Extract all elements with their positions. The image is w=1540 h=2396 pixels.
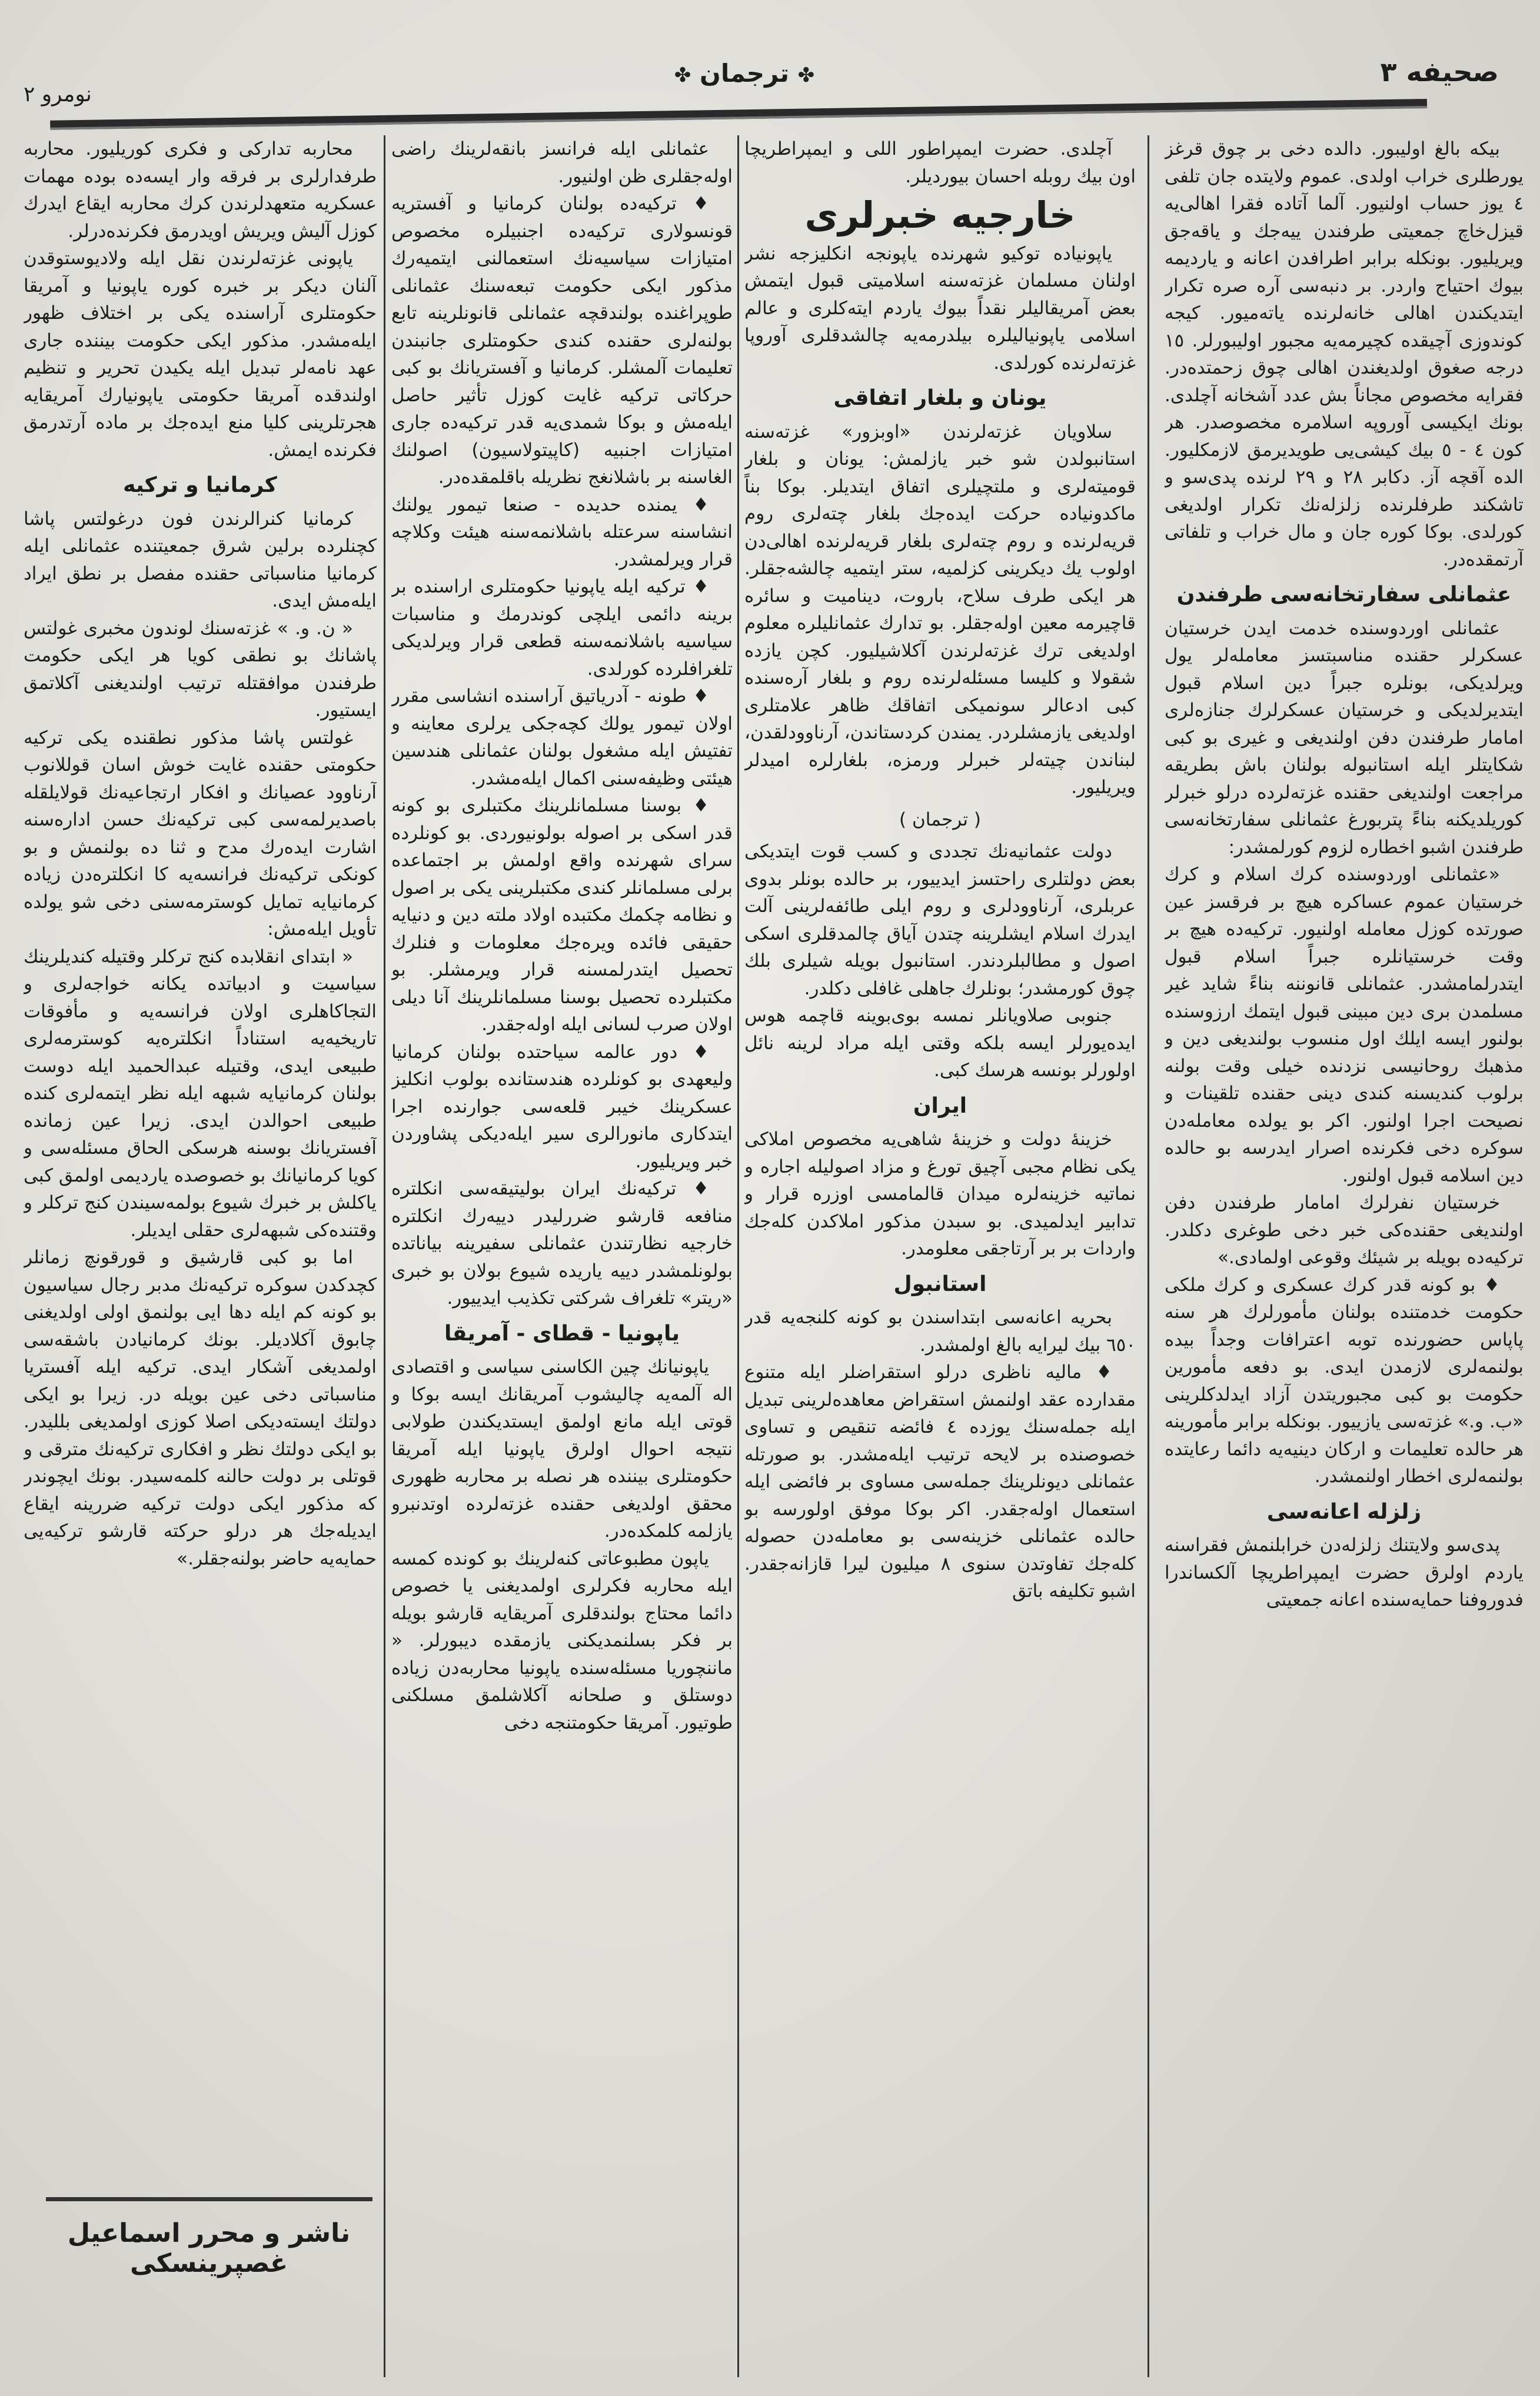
article-heading: استانبول xyxy=(893,1272,987,1296)
ornament-icon: ✤ xyxy=(674,64,691,87)
ornament-icon: ✤ xyxy=(797,64,815,87)
article-paragraph: « ابتدای انقلابده کنج ترکلر وقتیله کندیلرینك سیاسیت و ادبیاتده یکانه خواجه‌لری و التجاکاهلری اولان فرانسه‌یه و مأفوقات تاریخیه‌یه استناداً انکلتره‌یه کوسترمه‌لری طبیعی ایدی، وقتیله عبدالحمید ایله دوست بولنان کرمانیایه شبهه ایله نظر ایتمه‌لری کنده طبیعی احوالدن ایدی. زیرا عین زمانده آفستریانك بوسنه هرسکی الحاق مسئله‌سی و کویا کرمانیانك بو خصوصده یاردیمی اولمق کبی یاکلش بر خبرك شیوع بولمه‌سیندن کنج ترکلر و وقتنده‌کی شبهه‌لری حقلی ایدیلر. xyxy=(24,946,377,1241)
column-divider xyxy=(737,135,739,2377)
article-heading: ایران xyxy=(913,1093,967,1118)
article-paragraph: یاپونی غزته‌لرندن نقل ایله ولادیوستوقدن آلنان دیکر بر خبره کوره یاپونیا و آمریقا حکومتلری آراسنده یکی بر اختلاف ظهور ایله‌مشدر. مذکور ایکی حکومت بیننده جاری عهد نامه‌لر تبدیل ایله یکیدن تحریر و تنظیم اولندقده آمریقا حکومتی یاپونیارك آمریقایه هجرتلرینی کلیا منع ایده‌جك بر ماده آرتدرمق فکرنده ایمش. xyxy=(24,248,377,461)
article-paragraph: ♦ ترکیه‌ده بولنان کرمانیا و آفستریه قونسولاری ترکیه‌ده اجنبیلره مخصوص امتیازات سیاسیه‌نك استعمالنی ایتمیه‌رك مذکور ایکی حکومت تبعه‌سنك عثمانلی طوپراغنده بولندقچه عثمانلی قانونلرینه تابع بولنه‌لری حقنده کندی حکومتلری جانبندن تعلیمات آلمشلر. کرمانیا و آفستریانك بو کبی حرکاتی ترکیه غایت کوزل تأثیر حاصل ایله‌مش و بوکا شمدی‌یه قدر ترکیه‌ده جاری امتیازات اجنبیه (کاپیتولاسیون) اصولنك الغاسنه بر باشلانغج نظریله باقلمقده‌در. xyxy=(391,193,733,488)
article-paragraph: کرمانیا کنرالرندن فون درغولتس پاشا کچنلرده برلین شرق جمعیتنده عثمانلی ایله کرمانیا مناسباتی حقنده مفصل بر نطق ایراد ایله‌مش ایدی. xyxy=(24,508,377,611)
article-paragraph: اما بو کبی قارشیق و قورقونچ زمانلر کچدکدن سوکره ترکیه‌نك مدبر رجال سیاسیون بو کونه کم ایله دها ایی بولنمق اولی اولدیغنی چابوق آکلادیلر. بونك کرمانیادن باشقه‌سی اولمدیغی آشکار ایدی. ترکیه ایله آفستریا مناسباتی دخی عین بویله در. زیرا بو ایکی دولتك ایسته‌دیکی اصلا کوزی اولمدیغی بللیدر. بو ایکی دولتك نظر و افکاری ترکیه‌نك مترقی و قوتلی بر دولت حالنه کلمه‌سیدر. بونك ایچوندر که مذکور ایکی دولت ترکیه ضررینه ایقاع ایدیله‌جك هر درلو حرکته قارشو ترکیه‌یی حمایه‌یه حاضر بولنه‌جقلر.» xyxy=(24,1247,377,1569)
section-heading: خارجیه خبرلری xyxy=(804,194,1076,237)
article-paragraph: ♦ مالیه ناظری درلو استقراضلر ایله متنوع مقدارده عقد اولنمش استقراض معاهده‌لرینی تبدیل ایله جمله‌سنك یوزده ٤ فائضه تنقیص و تساوی خصوصنده بر لایحه ترتیب ایله‌مشدر. بو صورتله عثمانلی دیونلرینك جمله‌سی مساوی بر فائضی ایله استعمال اوله‌جقدر. اکر بوکا موفق اولورسه بو حالده عثمانلی خزینه‌سی بو معامله‌دن حصوله کله‌جك تفاوتدن سنوی ٨ میلیون لیرا قازانه‌جقدر. اشبو تکلیفه باتق xyxy=(744,1362,1136,1602)
article-paragraph: ♦ یمنده حدیده - صنعا تیمور یولنك انشاسنه سرعتله باشلانمه‌سنه هیئت وکلاچه قرار ویرلمشدر. xyxy=(391,494,733,570)
article-paragraph: ♦ ترکیه ایله یاپونیا حکومتلری اراسنده بر برینه دائمی ایلچی کوندرمك و مناسبات سیاسیه باشلانمه‌سنه قطعی قرار ویرلدیکی تلغرافلرده کورلدی. xyxy=(391,576,733,680)
column-divider xyxy=(384,135,385,2377)
article-paragraph: پدی‌سو ولایتنك زلزله‌دن خرابلنمش فقراسنه یاردم اولرق حضرت ایمپراطریچا آلکساندرا فدوروفنا حمایه‌سنده اعانه جمعیتی xyxy=(1165,1535,1524,1610)
article-paragraph: یاپون مطبوعاتی کنه‌لرینك بو کونده کمسه ایله محاربه فکرلری اولمدیغنی یا خصوص دائما محتاج بولندقلری آمریقایه قارشو بویله بر فکر بسلنمدیکنی یازمقده دیبورلر. « ماننچوریا مسئله‌سنده یاپونیا محاربه‌دن زیاده دوستلق و صلحانه آکلاشلمق مسلکنی طوتیور. آمریقا حکومتنجه دخی xyxy=(391,1548,733,1733)
article-heading: کرمانیا و ترکیه xyxy=(123,473,277,497)
publisher-line: ناشر و محرر اسماعیل غصپرینسکی xyxy=(67,2218,351,2278)
article-paragraph: ♦ ترکیه‌نك ایران بولیتیقه‌سی انکلتره منافعه قارشو ضررلیدر دییه‌رك انکلتره خارجیه نظارتندن عثمانلی سفیرینه بیاناتده بولونلمشدر دییه یاریده شیوع بولان بو خبری «ریتر» تلغراف شرکتی تکذیب ایدییور. xyxy=(391,1178,733,1309)
article-paragraph: غولتس پاشا مذکور نطقنده یکی ترکیه حکومتی حقنده غایت خوش اسان قوللانوب آرناوود عصیانك و افکار ارتجاعیه‌نك قولایلقله باصدیرلمه‌سی کبی ترکیه‌نك حسن اداره‌سنه اشارت ایده‌رك مدح و ثنا ده بولنمش و بو کونکی ترکیه‌نك فرانسه‌یه کا انکلتره‌دن زیاده کرمانیایه تمایل کوسترمه‌سنی دخی شو یولده تأویل ایله‌مش: xyxy=(24,727,377,940)
column-4 xyxy=(24,135,377,2165)
column-1 xyxy=(1165,135,1524,2383)
article-paragraph: دولت عثمانیه‌نك تجددی و کسب قوت ایتدیکی بعض دولتلری راحتسز ایدییور، بر حالده بونلر بدوی عربلری، آرناوودلری و روم ایلی طائفه‌لرینی آلت ایدرك اسلام ایشلرینه چتدن آیاق چالمدقلری اسکی اصول و مطالبلردندر. استانبول بویله شیلری بلك چوق کورمشدر؛ بونلرك جاهلی غافلی دکلدر. xyxy=(744,841,1136,999)
masthead xyxy=(0,0,1540,135)
article-paragraph: خرستیان نفرلرك امامار طرفندن دفن اولندیغی حقنده‌کی خبر دخی طوغری دکلدر. ترکیه‌ده بویله بر شیئك وقوعی اولمادی.» xyxy=(1165,1192,1524,1268)
article-paragraph: ♦ بو کونه قدر کرك عسکری و کرك ملکی حکومت خدمتنده بولنان مأمورلرك هر سنه پاپاس حضورنده توبه اعترافات وجداً بیده بولنمه‌لری لازمدن ایدی. بو دفعه مأمورین حکومت بو کبی مجبوریتدن آزاد ایدلدکلرینی «ب. و.» غزته‌سی یازییور. بونکله برابر مأمورینه هر حالده تعلیمات و ارکان دینیه‌یه دائما رعایتده بولنمه‌لری اخطار اولنمشدر. xyxy=(1165,1274,1524,1487)
article-paragraph: « ن. و. » غزته‌سنك لوندون مخبری غولتس پاشانك بو نطقی کویا هر ایکی حکومت طرفندن موافقتله ترتیب اولندیغنی آکلاتمق ایستیور. xyxy=(24,617,377,721)
header-rule xyxy=(50,99,1427,130)
issue-number: نومرو ٢ xyxy=(24,82,92,107)
article-paragraph: جنوبی صلاویانلر نمسه بوی‌بوینه‌ قاچمه هوس ایده‌یورلر ایسه بلکه وقتی ایله مراد لرینه نائل اولورلر بونسه هرسك کبی. xyxy=(744,1005,1136,1081)
column-divider xyxy=(1147,135,1149,2377)
article-paragraph: عثمانلی اوردوسنده خدمت ایدن خرستیان عسکرلر حقنده مناسبتسز معامله‌لر یول ویرلدیکی، بونلره جبراً دین اسلام قبول ایتدیرلدیکی و خرستیان عسکرلرك جنازه‌لری امامار طرفندن دفن اولندیغی و غیری بو کبی شکایتلر ایله استانبوله بولنان باش بطریقه مراجعت اولندیغی حقنده غزته‌لرده درلو خبرلر کوریلدیکنه بناءً پتربورغ عثمانلی سفارتخانه‌سی طرفندن اشبو اخطاره لزوم کورلمشدر: xyxy=(1165,617,1524,858)
article-paragraph: ♦ طونه - آدریاتیق آراسنده انشاسی مقرر اولان تیمور یولك کچه‌جکی یرلری معاینه و تفتیش ایله مشغول بولنان عثمانلی هندسین هیئتی وظیفه‌سنی اکمال ایله‌مشدر. xyxy=(391,685,733,789)
article-heading: زلزله اعانه‌سی xyxy=(1266,1499,1422,1524)
article-paragraph: خزینهٔ دولت و خزینهٔ شاهی‌یه مخصوص املاکی یکی نظام مجبی آچیق تورغ و مزاد اصولیله اجاره و نماتیه خزینه‌لره میدان قالمامسی اوزره قرار و تدابیر ایدلمیدی. بو سبدن مذکور املاکدن کله‌جك واردات بر بر آرتاجقی معلومدر. xyxy=(744,1129,1136,1259)
article-heading: یونان و بلغار اتفاقی xyxy=(833,386,1047,410)
column-2 xyxy=(744,135,1136,2383)
newspaper-title xyxy=(671,59,818,88)
page-number: صحیفه ٣ xyxy=(1380,56,1499,88)
article-paragraph: «عثمانلی اوردوسنده کرك اسلام و کرك خرستیان عموم عساکره هیچ بر فرقسز عین صورتده کوزل معامله اولنیور. ترکیه‌ده هیچ بر وقت خرستیانلره جبراً اسلام قبول ایتدرلمامشدر. عثمانلی قانوننه بناءً شاید غیر مسلمدن بری دین مبینی قبول ایتمك ارزوسنده بولنور ایسه ایلك اول منسوب بولندیغی دین و مذهبك روحانیسی نزدنده خیلی وقت بولنه برلوب کندیسنه کندی دینی حقنده تلقینات و نصیحت اجرا اولنور. اکر بو یولده معامله‌دن سوکره دخی فکرنده اصرار ایدرسه بو حالده دین اسلامه قبول اولنور. xyxy=(1165,864,1524,1186)
newspaper-title-text: ترجمان xyxy=(700,59,789,88)
article-heading: یاپونیا - قطای - آمریقا xyxy=(444,1321,680,1346)
article-paragraph: ♦ دور عالمه سیاحتده بولنان کرمانیا ولیعهدی بو کونلرده هندستانده بولوب انکلیز عسکرینك خیبر قلعه‌سی جوارنده اجرا ایتدکاری مانورالری سیر ایله‌دیکی پشاوردن خبر ویریلیور. xyxy=(391,1041,733,1172)
footer-rule xyxy=(46,2197,372,2201)
article-paragraph: سلاویان غزته‌لرندن «اوبزور» غزته‌سنه استانبولدن شو خبر یازلمش: یونان و بلغار قومیته‌لری و ملتچیلری اتفاق ایتدیلر. بوکا بناً ماکدونیاده حرکت ایده‌جك بلغار چته‌لری روم قریه‌لرنده و روم چته‌لری بلغار قریه‌لرنده اهالی‌دن اولوب یك دیکرینی کزلمیه، ستر ایتمیه چالشه‌جقلر. هر ایکی طرف سلاح، باروت، دینامیت و سائره قاچیرمه معین اوله‌جقلر. بو تدارك عثمانلیلره معلوم اولدیغی ترك غزته‌لرندن آکلاشیلیور. کچن یازده شقولا و کلیسا مسئله‌لرنده روم و بلغار آره‌سنده کبی ادعالر سونمیکی اتفاقك ظاهر علامتلری اولدیغی یازمشلردر. یمندن کردستاندن، آرناوودلقدن، لبناندن چیته‌لر خبرلر ورمزه، بلغارلره امیدلر ویریلیور. xyxy=(744,421,1136,798)
article-paragraph: یاپونیاده توکیو شهرنده یاپونجه انکلیزجه نشر اولنان مسلمان غزته‌سنه اسلامیتی قبول ایتمش بعض آمریقالیلر نقداً بیوك یاردم ایته‌کلری و عالم اسلامی یاپونیالیلره بیلدرمه‌یه چالشدقلری آوروپا غزته‌لرنده کورلدی. xyxy=(744,242,1136,374)
article-paragraph: ♦ بوسنا مسلمانلرینك مکتبلری بو کونه قدر اسکی بر اصوله بولونیوردی. بو کونلرده سرای شهرنده واقع اولمش بر اجتماعده برلی مسلمانلر کندی مکتبلرینی یکی بر اصول و نظامه چکمك مکتبده اولاد ملته دین و دنیایه حقیقی فائده ویره‌جك معلومات و فنلرك تحصیل ایتدرلمسنه قرار ویرمشلر. بو مکتبلرده تحصیل بوسنا مسلمانلرینك آنا دیلی اولان صرب لسانی ایله اوله‌جقدر. xyxy=(391,795,733,1035)
article-paragraph: بحریه اعانه‌سی ابتداسندن بو کونه کلنجه‌یه قدر ٦٥٠ بیك لیرایه بالغ اولمشدر. xyxy=(744,1307,1136,1356)
article-paragraph: بیکه بالغ اولیبور. دالده دخی بر چوق قرغز یورطلری خراب اولدی. عموم ولایتده جان تلفی ٤ یوز حساب اولنیور. آلما آتاده فقرا اهالی‌یه قیزل‌خاچ جمعیتی طرفندن ییه‌جك و یاقه‌جق ویریلیور. بونکله برابر اطرافدن اعانه و یاردیمه بیوك احتیاج واردر. بر دنبه‌سی آره صره تکرار ایتدیکندن اهالی خانه‌لرنده یاته‌میور. کیجه کوندوزی آچیقده کچیرمه‌یه مجبور اولیبورلر. ١٥ درجه صغوق اولدیغندن اهالی چوق زحمتده‌در. فقرایه مخصوص مجاناً بش عدد آشخانه آچلدی. بونك ایکیسی آوروپه اسلامره مخصوصدر. هر کون ٤ - ٥ بیك کیشی‌یی طویدیرمق لازمکلیور. الده آقچه آز. دکابر ٢٨ و ٢٩ لرنده پدی‌سو و تاشکند طرفلرنده زلزله‌نك تکرار اولدیغی کورلدی. بوکا کوره جان و مال خراب و تلفاتی آرتمقده‌در. xyxy=(1165,138,1524,570)
article-paragraph: عثمانلی ایله فرانسز بانقه‌لرینك راضی اوله‌جقلری ظن اولنیور. xyxy=(391,138,733,187)
article-paragraph: یاپونیانك چین الکاسنی سیاسی و اقتصادی اله آلمه‌یه چالیشوب آمریقانك ایسه بوکا و قوتی ایله مانع اولمق ایستدیکندن طولابی نتیجه احوال اولرق یاپونیا ایله آمریقا حکومتلری بیننده هر نصله بر محاربه ظهوری محقق اولدیغی حقنده غزته‌لرده اوتدنبرو یازلمه کلمکده‌در. xyxy=(391,1356,733,1542)
column-3 xyxy=(391,135,733,2383)
article-heading: عثمانلی سفارتخانه‌سی طرفندن xyxy=(1176,583,1512,607)
article-paragraph: محاربه تدارکی و فکری کوریلیور. محاربه طرفدارلری بر فرقه وار ایسه‌ده بوده مهمات عسکریه متعهدلرندن کرك محاربه ایقاع ایدرك کوزل آلیش ویریش اویدرمق فکرنده‌درلر. xyxy=(24,138,377,242)
article-paragraph: آچلدی. حضرت ایمپراطور اللی و ایمپراطریچا اون بیك روبله احسان بیوردیلر. xyxy=(744,138,1136,187)
byline: ( ترجمان ) xyxy=(899,808,981,830)
